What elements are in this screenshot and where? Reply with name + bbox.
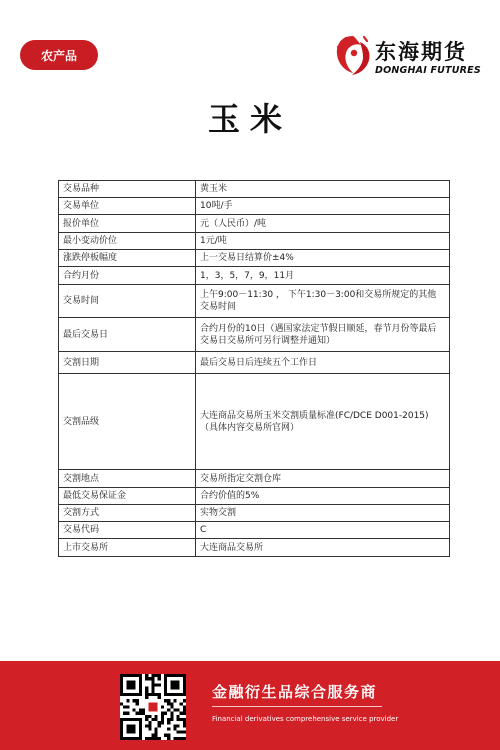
qr-code-icon <box>120 674 186 740</box>
brand-logo <box>333 33 483 81</box>
table-row <box>59 215 450 233</box>
table-row <box>59 267 450 285</box>
row-value: 合约价值的5% <box>196 488 450 505</box>
row-value: 1元/吨 <box>196 233 450 250</box>
row-value: 黄玉米 <box>196 181 450 198</box>
dragon-logo-icon <box>333 33 373 79</box>
row-value: 大连商品交易所 <box>196 539 450 557</box>
table-row <box>59 250 450 267</box>
footer-divider <box>212 706 382 707</box>
row-key: 交易品种 <box>59 181 196 198</box>
table-row <box>59 198 450 215</box>
footer-banner <box>0 661 500 750</box>
table-row <box>59 233 450 250</box>
contract-spec-table <box>58 180 450 557</box>
row-value: 大连商品交易所玉米交割质量标准(FC/DCE D001-2015) （具体内容交易所官网） <box>196 374 450 470</box>
brand-name-cn: 东海期货 <box>375 39 467 64</box>
row-value: C <box>196 522 450 539</box>
table-row <box>59 374 450 470</box>
brand-name-en: DONGHAI FUTURES <box>375 65 481 76</box>
row-key: 最低交易保证金 <box>59 488 196 505</box>
row-key: 合约月份 <box>59 267 196 285</box>
row-value: 实物交割 <box>196 505 450 522</box>
row-key: 交割地点 <box>59 470 196 488</box>
row-value: 元（人民币）/吨 <box>196 215 450 233</box>
row-key: 报价单位 <box>59 215 196 233</box>
row-key: 交易时间 <box>59 285 196 318</box>
footer-slogan: 金融衍生品综合服务商 <box>212 683 378 701</box>
row-value: 上午9:00－11:30 ， 下午1:30－3:00和交易所规定的其他交易时间 <box>196 285 450 318</box>
row-value: 1，3，5，7，9，11月 <box>196 267 450 285</box>
page-title: 玉米 <box>207 100 292 138</box>
table-row <box>59 505 450 522</box>
row-key: 涨跌停板幅度 <box>59 250 196 267</box>
table-row <box>59 539 450 557</box>
table-row <box>59 181 450 198</box>
row-key: 交割品级 <box>59 374 196 470</box>
row-key: 交易单位 <box>59 198 196 215</box>
row-key: 上市交易所 <box>59 539 196 557</box>
row-value: 合约月份的10日（遇国家法定节假日顺延，春节月份等最后交易日交易所可另行调整并通知） <box>196 318 450 352</box>
row-value: 交易所指定交割仓库 <box>196 470 450 488</box>
row-key: 最后交易日 <box>59 318 196 352</box>
table-row <box>59 488 450 505</box>
footer-subtitle: Financial derivatives comprehensive service provider <box>212 715 399 723</box>
table-row <box>59 352 450 374</box>
row-key: 交易代码 <box>59 522 196 539</box>
table-row <box>59 470 450 488</box>
row-key: 交割方式 <box>59 505 196 522</box>
row-value: 10吨/手 <box>196 198 450 215</box>
table-row <box>59 285 450 318</box>
table-row <box>59 522 450 539</box>
row-value: 上一交易日结算价±4% <box>196 250 450 267</box>
category-badge: 农产品 <box>20 40 98 70</box>
row-value: 最后交易日后连续五个工作日 <box>196 352 450 374</box>
row-key: 最小变动价位 <box>59 233 196 250</box>
table-row <box>59 318 450 352</box>
row-key: 交割日期 <box>59 352 196 374</box>
